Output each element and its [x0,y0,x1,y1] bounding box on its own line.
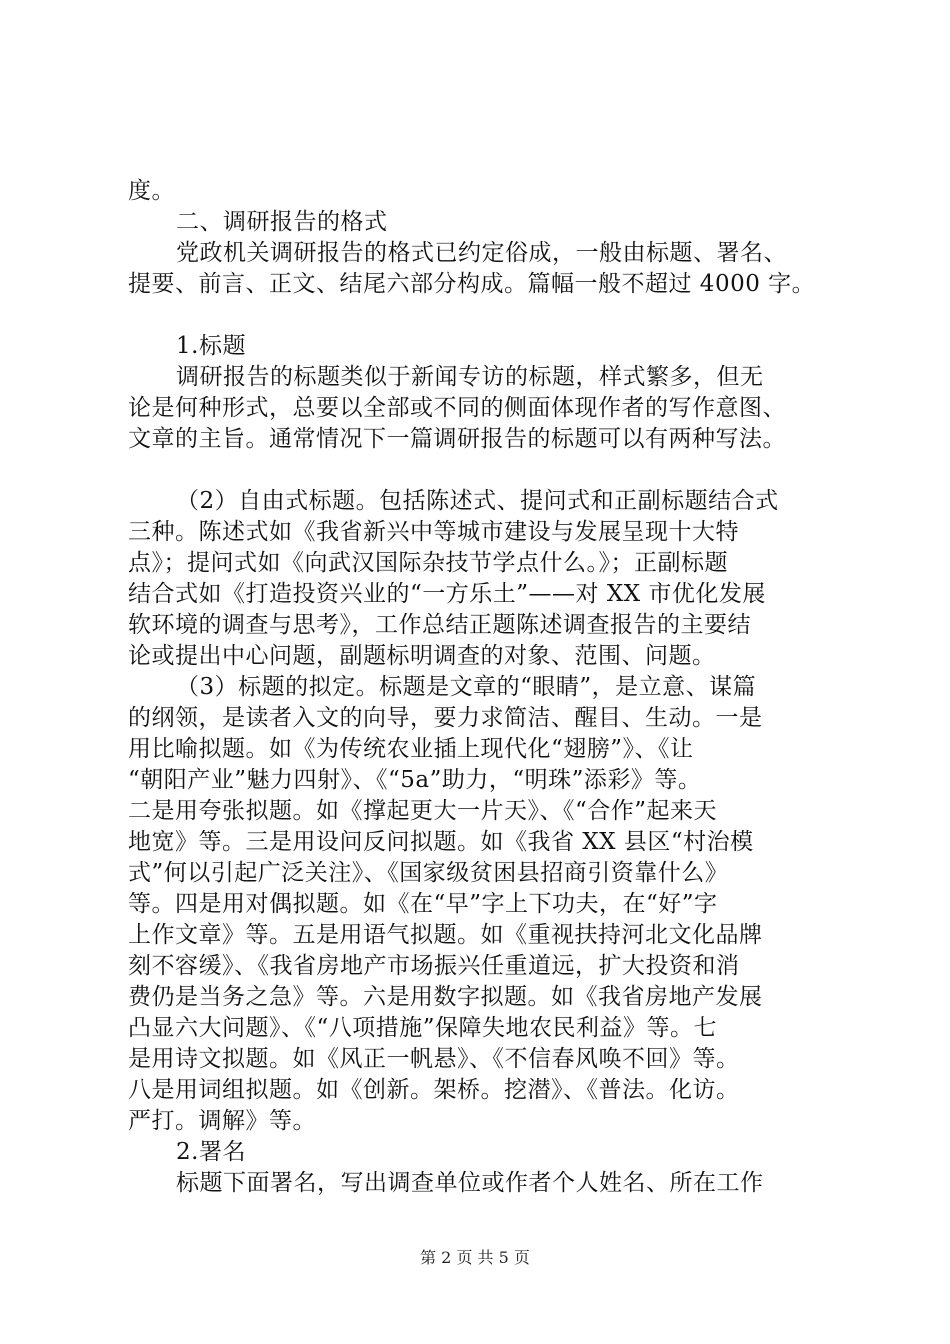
text-line: 论是何种形式，总要以全部或不同的侧面体现作者的写作意图、 [128,395,786,421]
text-line: 凸显六大问题》、《“八项措施”保障失地农民利益》等。七 [128,1015,718,1041]
text-line: 论或提出中心问题，副题标明调查的对象、范围、问题。 [128,643,716,669]
text-line: 式”何以引起广泛关注》、《国家级贫困县招商引资靠什么》 [128,860,729,886]
page-footer: 第 2 页 共 5 页 [420,1248,530,1267]
text-line: （3）标题的拟定。标题是文章的“眼睛”，是立意、谋篇 [176,674,757,700]
text-line: 八是用词组拟题。如《创新。架桥。挖潜》、《普法。化访。 [128,1077,740,1103]
text-line: 调研报告的标题类似于新闻专访的标题，样式繁多，但无 [176,364,764,390]
text-line: 二是用夸张拟题。如《撑起更大一片天》、《“合作”起来天 [128,798,718,824]
text-line: 点》；提问式如《向武汉国际杂技节学点什么。》；正副标题 [128,550,728,576]
text-line: 度。 [128,178,175,204]
text-line: 提要、前言、正文、结尾六部分构成。篇幅一般不超过 4000 字。 [128,271,816,297]
text-line: （2）自由式标题。包括陈述式、提问式和正副标题结合式 [176,488,779,514]
text-line: 用比喻拟题。如《为传统农业插上现代化“翅膀”》、《让 [128,736,694,762]
text-line: 党政机关调研报告的格式已约定俗成，一般由标题、署名、 [176,240,787,266]
subsection-heading: 2.署名 [176,1139,246,1165]
text-line: 的纲领，是读者入文的向导，要力求简洁、醒目、生动。一是 [128,705,763,731]
text-line: 地宽》等。三是用设问反问拟题。如《我省 XX 县区“村治模 [128,829,754,855]
text-line: 刻不容缓》、《我省房地产市场振兴任重道远，扩大投资和消 [128,953,740,979]
subsection-heading: 1.标题 [176,333,246,359]
text-line: 等。四是用对偶拟题。如《在“早”字上下功夫，在“好”字 [128,891,718,917]
text-line: 严打。调解》等。 [128,1108,316,1134]
section-heading: 二、调研报告的格式 [176,209,388,235]
text-line: 费仍是当务之急》等。六是用数字拟题。如《我省房地产发展 [128,984,763,1010]
paragraph-gap [128,300,848,331]
paragraph-gap [128,455,848,486]
text-line: 三种。陈述式如《我省新兴中等城市建设与发展呈现十大特 [128,519,739,545]
text-line: 软环境的调查与思考》，工作总结正题陈述调查报告的主要结 [128,612,751,638]
text-line: 结合式如《打造投资兴业的“一方乐土”——对 XX 市优化发展 [128,581,766,607]
document-body [128,176,848,1199]
text-line: 上作文章》等。五是用语气拟题。如《重视扶持河北文化品牌 [128,922,763,948]
text-line: 标题下面署名，写出调查单位或作者个人姓名、所在工作 [176,1170,764,1196]
text-line: 是用诗文拟题。如《风正一帆悬》、《不信春风唤不回》等。 [128,1046,740,1072]
text-line: “朝阳产业”魅力四射》、《“5a”助力，“明珠”添彩》等。 [128,767,702,793]
text-line: 文章的主旨。通常情况下一篇调研报告的标题可以有两种写法。 [128,426,786,452]
